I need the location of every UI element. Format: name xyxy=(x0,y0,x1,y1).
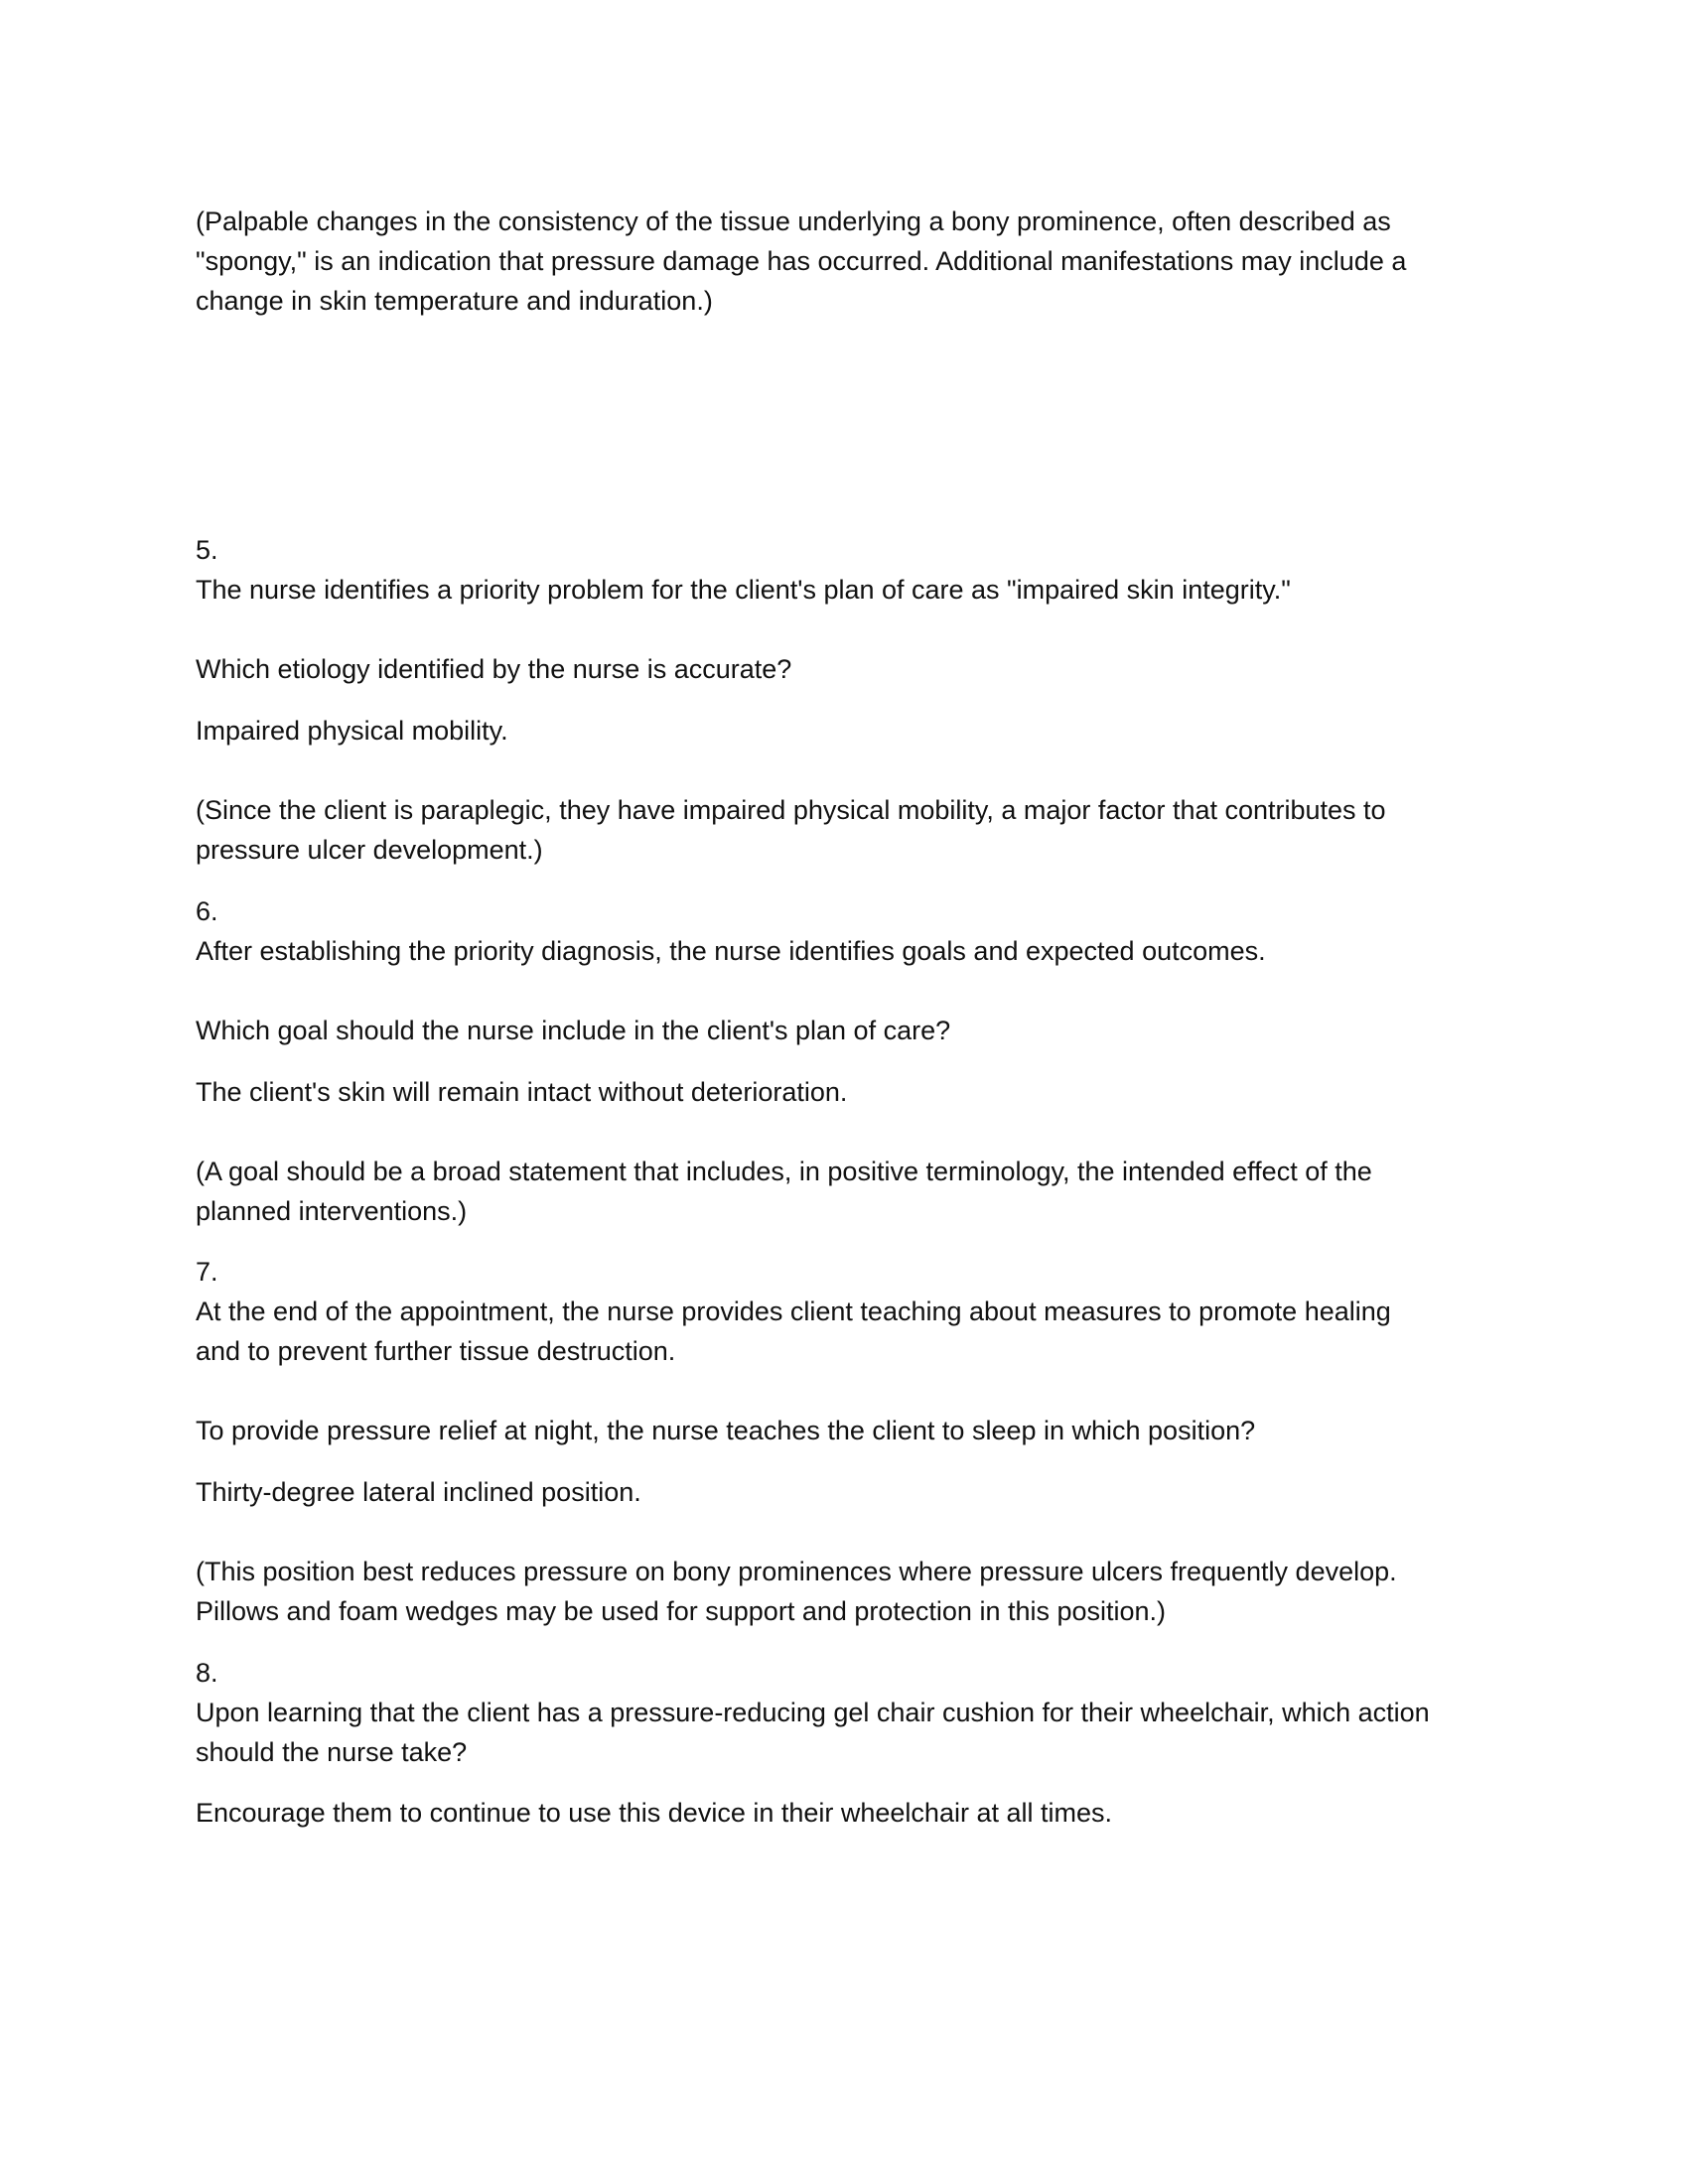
intro-explanation-line-3: change in skin temperature and induration.) xyxy=(196,286,713,316)
q6-question: Which goal should the nurse include in the client's plan of care? xyxy=(196,1016,951,1045)
q7-stem-line-1: At the end of the appointment, the nurse provides client teaching about measures to promote healing xyxy=(196,1297,1391,1326)
q5-question: Which etiology identified by the nurse is accurate? xyxy=(196,654,792,684)
q7-stem-line-2: and to prevent further tissue destruction. xyxy=(196,1336,676,1366)
intro-explanation-line-2: "spongy," is an indication that pressure damage has occurred. Additional manifestations may include a xyxy=(196,246,1407,276)
intro-explanation-line-1: (Palpable changes in the consistency of the tissue underlying a bony prominence, often described as xyxy=(196,206,1391,236)
q5-rationale-line-2: pressure ulcer development.) xyxy=(196,835,543,865)
q5-number: 5. xyxy=(196,535,218,565)
q5-answer: Impaired physical mobility. xyxy=(196,716,508,746)
q6-stem: After establishing the priority diagnosis, the nurse identifies goals and expected outcomes. xyxy=(196,936,1266,966)
q7-rationale-line-2: Pillows and foam wedges may be used for support and protection in this position.) xyxy=(196,1596,1167,1626)
q6-number: 6. xyxy=(196,896,218,926)
q6-answer: The client's skin will remain intact without deterioration. xyxy=(196,1077,848,1107)
q5-rationale-line-1: (Since the client is paraplegic, they have impaired physical mobility, a major factor that contributes to xyxy=(196,795,1386,825)
q8-answer: Encourage them to continue to use this device in their wheelchair at all times. xyxy=(196,1798,1112,1828)
q7-rationale-line-1: (This position best reduces pressure on bony prominences where pressure ulcers frequently develop. xyxy=(196,1557,1397,1586)
q8-number: 8. xyxy=(196,1658,218,1688)
q7-question: To provide pressure relief at night, the nurse teaches the client to sleep in which position? xyxy=(196,1416,1256,1445)
q7-number: 7. xyxy=(196,1257,218,1287)
q8-stem-line-2: should the nurse take? xyxy=(196,1737,468,1767)
q8-stem-line-1: Upon learning that the client has a pressure-reducing gel chair cushion for their wheelchair, which action xyxy=(196,1698,1430,1727)
q6-rationale-line-2: planned interventions.) xyxy=(196,1196,468,1226)
q7-answer: Thirty-degree lateral inclined position. xyxy=(196,1477,641,1507)
q6-rationale-line-1: (A goal should be a broad statement that includes, in positive terminology, the intended effect of the xyxy=(196,1157,1372,1186)
q5-stem: The nurse identifies a priority problem for the client's plan of care as "impaired skin integrity." xyxy=(196,575,1291,605)
